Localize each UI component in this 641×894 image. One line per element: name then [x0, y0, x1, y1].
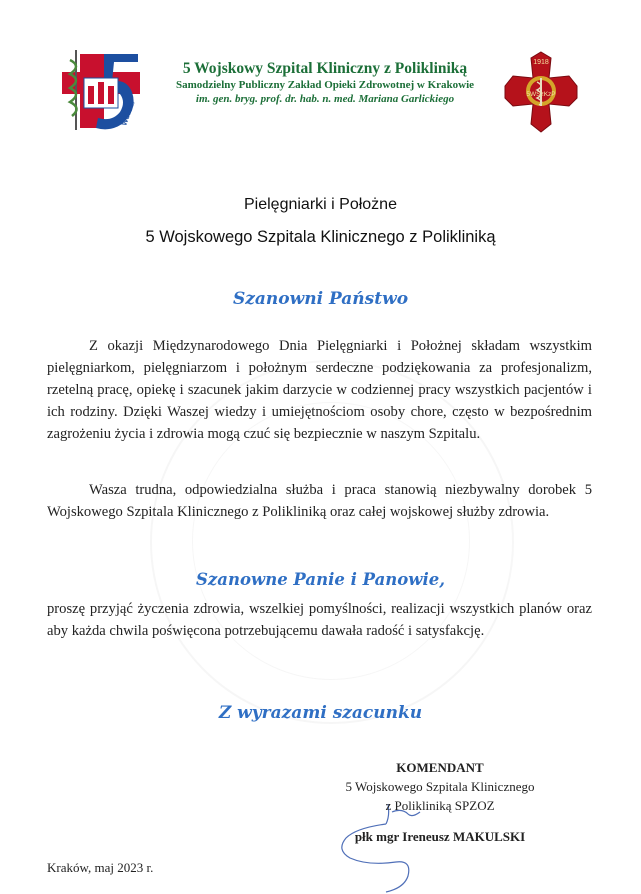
signature-block	[290, 758, 590, 846]
paragraph-3-text: proszę przyjąć życzenia zdrowia, wszelkiej pomyślności, realizacji wszystkich planów oraz aby każda chwila poświęcona potrzebującemu dawała radość i satysfakcję.	[47, 601, 592, 639]
signatory-name: płk mgr Ireneusz MAKULSKI	[354, 829, 526, 844]
logo-left-text: WSzKzP	[121, 97, 138, 127]
hospital-patron: im. gen. bryg. prof. dr. hab. n. med. Mariana Garlickiego	[195, 93, 455, 105]
letterhead	[145, 60, 505, 106]
hospital-name: 5 Wojskowy Szpital Kliniczny z Polikliniką	[182, 60, 468, 77]
logo-right-year: 1918	[533, 59, 549, 66]
hospital-subtitle: Samodzielny Publiczny Zakład Opieki Zdrowotnej w Krakowie	[175, 79, 475, 91]
paragraph-3	[47, 598, 592, 642]
paragraph-1	[47, 335, 592, 445]
second-greeting-heading: Szanowne Panie i Panowie,	[196, 570, 445, 589]
military-cross-logo	[501, 50, 581, 134]
greeting-heading: Szanowni Państwo	[232, 289, 409, 309]
document-title: Pielęgniarki i Położne	[244, 196, 397, 213]
hospital-logo	[60, 48, 142, 132]
place-and-date: Kraków, maj 2023 r.	[47, 860, 154, 875]
paragraph-2-text: Wasza trudna, odpowiedzialna służba i praca stanowią niezbywalny dorobek 5 Wojskowego Szpitala Klinicznego z Polikliniką oraz całej wojskowej służby zdrowia.	[47, 482, 592, 520]
document-subtitle: 5 Wojskowego Szpitala Klinicznego z Polikliniką	[145, 228, 496, 246]
signature-line-2: z Polikliniką SPZOZ	[385, 798, 495, 813]
signature-line-1: 5 Wojskowego Szpitala Klinicznego	[345, 779, 535, 794]
closing-phrase: Z wyrazami szacunku	[218, 703, 423, 723]
signature-title: KOMENDANT	[396, 760, 484, 775]
logo-right-text: 5WSzKzP	[526, 91, 556, 98]
paragraph-2	[47, 479, 592, 523]
paragraph-1-text: Z okazji Międzynarodowego Dnia Pielęgniarki i Położnej składam wszystkim pielęgniarkom, pielęgniarzom i położnym serdeczne podziękowania za profesjonalizm, rzetelną pracę, opiekę i szacunek jakim darzycie w codziennej pracy wszystkich pacjentów i ich rodziny. Dzięki Waszej wiedzy i umiejętnościom osoby chore, często w bezpośrednim zagrożeniu życia i zdrowia mogą czuć się bezpiecznie w naszym Szpitalu.	[47, 338, 592, 442]
